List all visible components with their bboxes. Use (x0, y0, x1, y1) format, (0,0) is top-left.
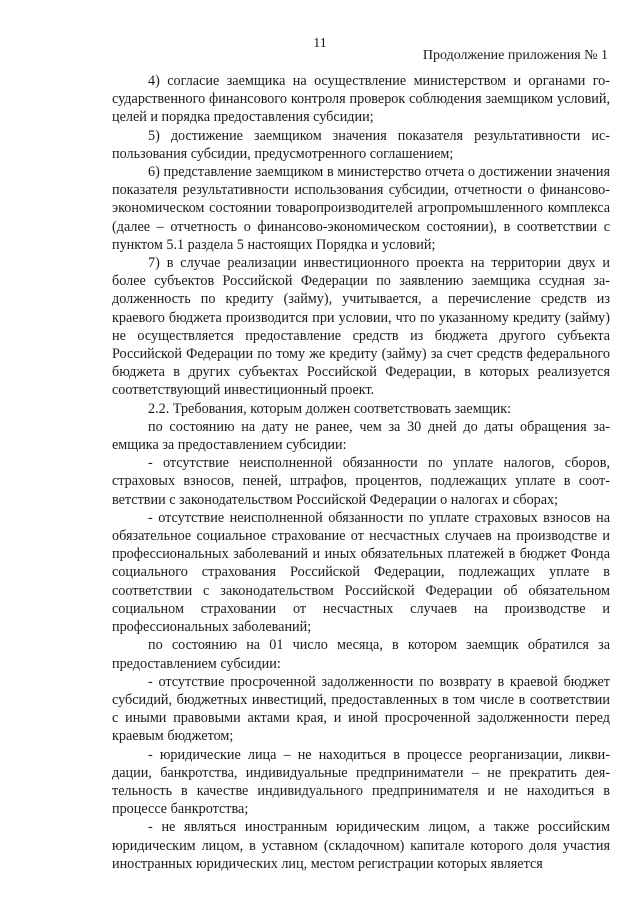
paragraph-no-reorganization: - юридические лица – не находиться в процессе реорганизации, ликвидации, банкротства, индивидуальные предприниматели – не прекратить деятельность в качестве индивидуального предпринимателя и не находиться в процессе банкротства; (112, 746, 610, 818)
paragraph-no-insurance-debt: - отсутствие неисполненной обязанности по уплате страховых взносов на обязательное социальное страхование от несчастных случаев на производстве и профессиональных заболеваний и иных обязательных платежей в бюджет Фонда социального страхования Российской Федерации, подлежащих уплате в соответствии с законодательством Российской Федерации об обязательном социальном страховании от несчастных случаев на производстве и профессиональных заболеваний; (112, 509, 610, 636)
paragraph-not-foreign-entity: - не являться иностранным юридическим лицом, а также российским юридическим лицом, в уставном (складочном) капитале которого доля участия иностранных юридических лиц, местом регистрации которых является (112, 819, 610, 872)
paragraph-no-tax-debt: - отсутствие неисполненной обязанности по уплате налогов, сборов, страховых взносов, пеней, штрафов, процентов, подлежащих уплате в соответствии с законодательством Российской Федерации о налогах и сборах; (112, 455, 610, 508)
paragraph-date-30-days: по состоянию на дату не ранее, чем за 30 дней до даты обращения заемщика за предоставлением субсидии: (112, 418, 610, 454)
paragraph-item-4: 4) согласие заемщика на осуществление министерством и органами государственного финансового контроля проверок соблюдения заемщиком условий, целей и порядка предоставления субсидии; (112, 73, 610, 126)
paragraph-no-overdue-debt: - отсутствие просроченной задолженности по возврату в краевой бюджет субсидий, бюджетных инвестиций, предоставленных в том числе в соответствии с иными правовыми актами края, и иной просроченной задолженности перед краевым бюджетом; (112, 673, 610, 745)
document-body (112, 72, 610, 873)
paragraph-first-of-month: по состоянию на 01 число месяца, в котором заемщик обратился за предоставлением субсидии: (112, 637, 610, 672)
appendix-continuation-label: Продолжение приложения № 1 (422, 48, 608, 63)
page-number: 11 (313, 36, 327, 51)
section-2-2-heading: 2.2. Требования, которым должен соответствовать заемщик: (148, 400, 512, 417)
paragraph-item-5: 5) достижение заемщиком значения показателя результативности использования субсидии, предусмотренного соглашением; (112, 127, 610, 162)
paragraph-item-7: 7) в случае реализации инвестиционного проекта на территории двух и более субъектов Российской Федерации по заявлению заемщика ссудная задолженность по кредиту (займу), учитывается, а перечисление средств из краевого бюджета производится при условии, что по указанному кредиту (займу) не осуществляется предоставление средств из бюджета другого субъекта Российской Федерации по тому же кредиту (займу) за счет средств федерального бюджета в других субъектах Российской Федерации, в которых реализуется соответствующий инвестиционный проект. (112, 255, 610, 399)
paragraph-item-6: 6) представление заемщиком в министерство отчета о достижении значения показателя результативности использования субсидии, отчетности о финансово-экономическом состоянии товаропроизводителей агропромышленного комплекса (далее – отчетность о финансово-экономическом состоянии), в соответствии с пунктом 5.1 раздела 5 настоящих Порядка и условий; (112, 164, 610, 253)
